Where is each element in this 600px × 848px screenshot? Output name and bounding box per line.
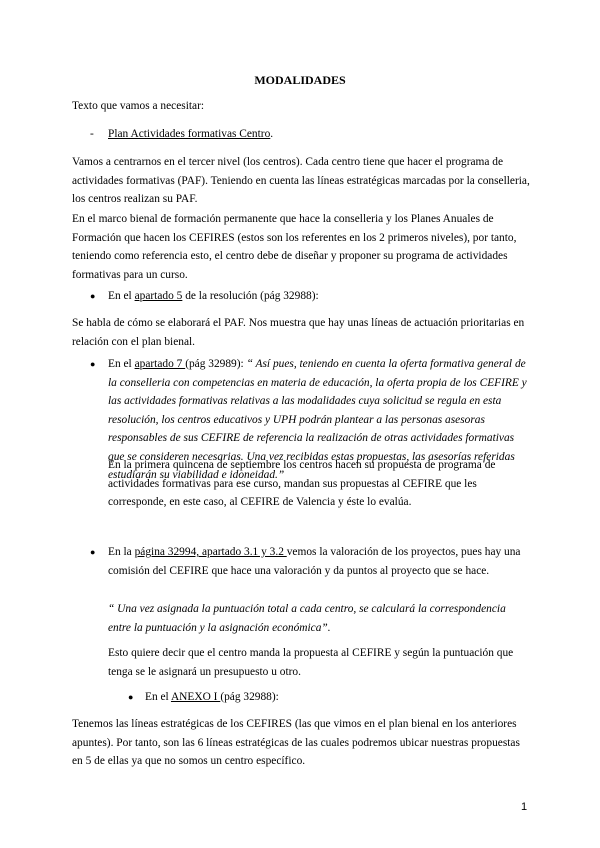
- bullet-marker: ●: [90, 359, 96, 369]
- apartado-7-link[interactable]: apartado 7: [134, 358, 186, 370]
- quote-puntuacion: “ Una vez asignada la puntuación total a cada centro, se calculará la correspondencia entre la puntuación y la asignación económica”.: [108, 603, 506, 634]
- bullet-marker: ●: [90, 547, 96, 557]
- intro-paragraph: Texto que vamos a necesitar:: [72, 100, 205, 112]
- bullet-marker: ●: [128, 692, 134, 702]
- bullet-marker: ●: [90, 291, 96, 301]
- paragraph-centros: Vamos a centrarnos en el tercer nivel (los centros). Cada centro tiene que hacer el programa de actividades formativas (PAF). Teniendo en cuenta las líneas estratégicas marcadas por la conselleria, los centros realizan su PAF.: [72, 156, 530, 205]
- bullet-item-pagina-32994: En la página 32994, apartado 3.1 y 3.2 vemos la valoración de los proyectos, pues hay una comisión del CEFIRE que hace una valoración y da puntos al proyecto que se hace.: [108, 546, 521, 577]
- paragraph-presupuesto: Esto quiere decir que el centro manda la propuesta al CEFIRE y según la puntuación que tenga se le asignará un presupuesto u otro.: [108, 647, 514, 678]
- pagina-32994-link[interactable]: página 32994, apartado 3.1 y 3.2: [134, 546, 287, 558]
- anexo-link[interactable]: ANEXO I: [170, 691, 221, 703]
- page-number: 1: [521, 801, 528, 813]
- plan-link[interactable]: Plan Actividades formativas Centro: [108, 128, 271, 140]
- dash-marker: -: [90, 128, 94, 140]
- bullet-item-apartado-7: En el apartado 7 (pág 32989): “ Así pues, teniendo en cuenta la oferta formativa general de la conselleria con competencias en materia de educación, la oferta propia de los CEFIRE y las actividades formativas relativas a las modalidades cuya solicitud se regula en esta resolución, los centros educativos y UPH podrán plantear a las personas asesoras responsables de sus CEFIRE de referencia la realización de otras actividades formativas que se consideren necesarias. Una vez recibidas estas propuestas, las asesorías referidas estudiarán su viabilidad e idoneidad.”: [108, 358, 527, 481]
- list-item-plan: Plan Actividades formativas Centro.: [108, 128, 274, 140]
- paragraph-paf: Se habla de cómo se elaborará el PAF. Nos muestra que hay unas líneas de actuación prioritarias en relación con el plan bienal.: [72, 317, 525, 348]
- paragraph-marco-bienal: En el marco bienal de formación permanente que hace la conselleria y los Planes Anuales de Formación que hacen los CEFIRES (estos son los referentes en los 2 primeros niveles), por tanto, teniendo como referencia esto, el centro debe de diseñar y proponer su programa de actividades formativas para un curso.: [72, 213, 517, 281]
- quote-apartado-7: “ Así pues, teniendo en cuenta la oferta formativa general de la conselleria con competencias en materia de educación, la oferta propia de los CEFIRE y las actividades formativas relativas a las modalidades cuya solicitud se regula en esta resolución, los centros educativos y UPH podrán plantear a las personas asesoras responsables de sus CEFIRE de referencia la realización de otras actividades formativas que se consideren necesarias. Una vez recibidas estas propuestas, las asesorías referidas estudiarán su viabilidad e idoneidad.”: [108, 358, 527, 481]
- apartado-5-link[interactable]: apartado 5: [134, 290, 183, 302]
- bullet-item-apartado-5: En el apartado 5 de la resolución (pág 32988):: [108, 290, 319, 302]
- bullet-item-anexo: En el ANEXO I (pág 32988):: [145, 691, 279, 703]
- document-title: MODALIDADES: [254, 73, 346, 87]
- paragraph-lineas-estrategicas: Tenemos las líneas estratégicas de los CEFIRES (las que vimos en el plan bienal en los anteriores apuntes). Por tanto, son las 6 líneas estratégicas de las cuales podremos ubicar nuestras propuestas en 5 de ellas ya que no somos un centro específico.: [72, 718, 520, 767]
- paragraph-septiembre: En la primera quincena de septiembre los centros hacen su propuesta de programa de actividades formativas para ese curso, mandan sus propuestas al CEFIRE que les corresponde, en este caso, al CEFIRE de Valencia y éste lo evalúa.: [108, 459, 496, 508]
